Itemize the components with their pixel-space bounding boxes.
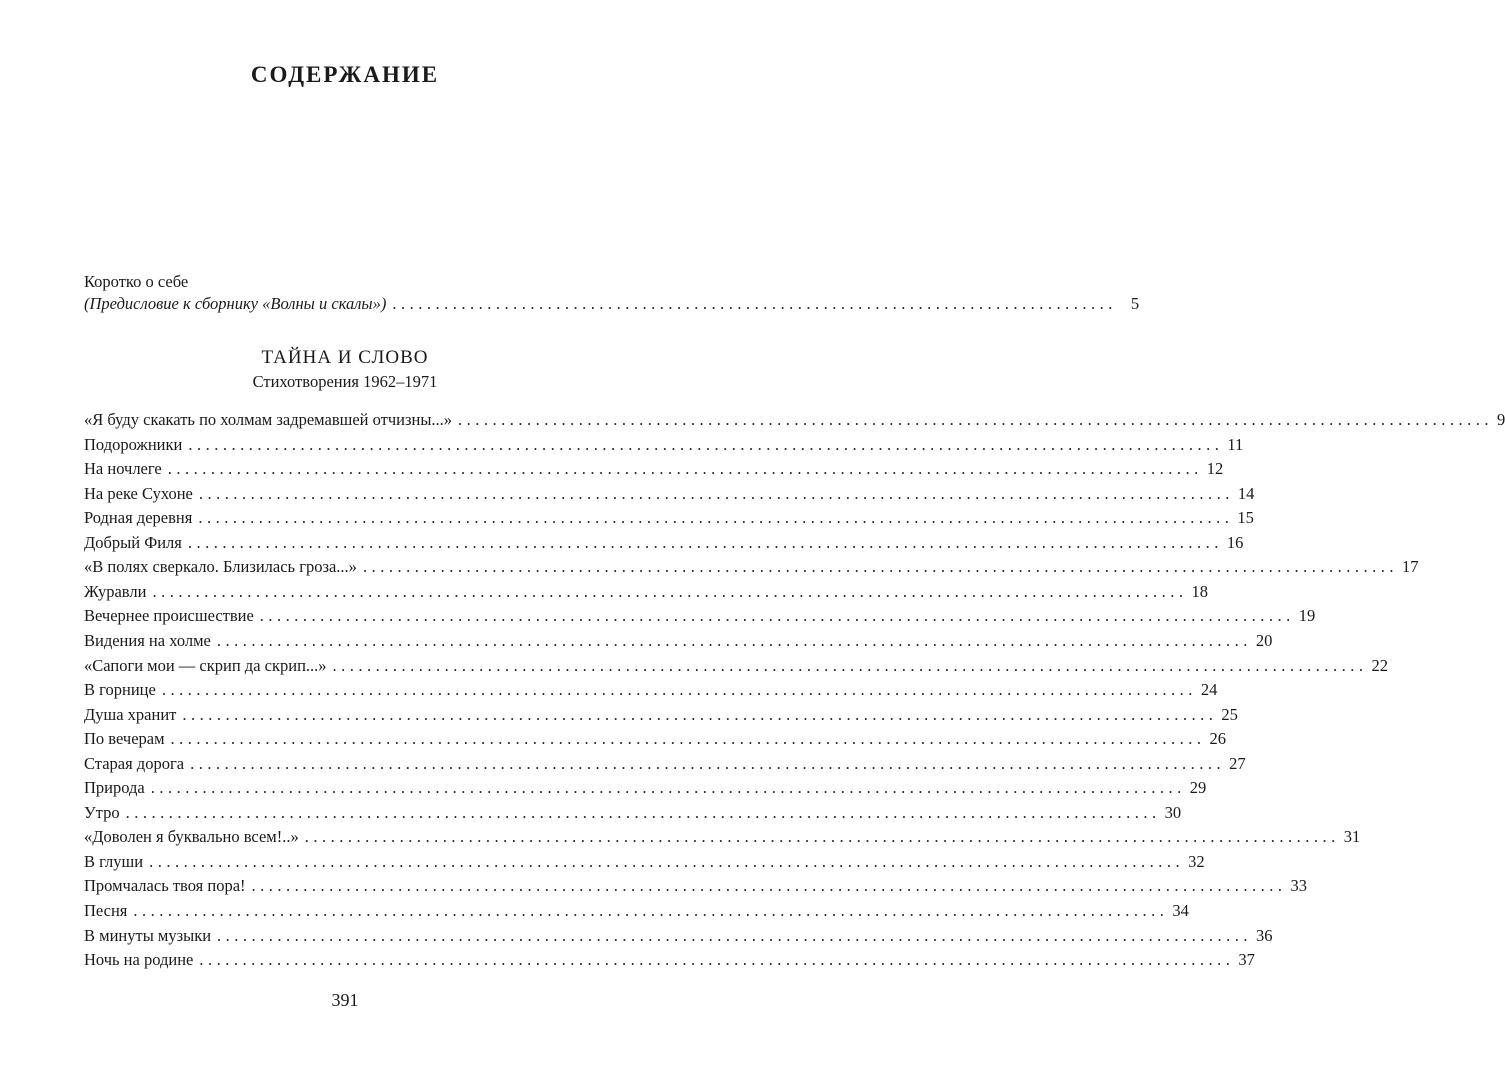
- page-number: 32: [1188, 851, 1205, 871]
- toc-entry[interactable]: [84, 580, 1208, 604]
- toc-entry[interactable]: [84, 776, 1207, 800]
- entry-title: В глуши: [84, 851, 144, 871]
- page-folio: 391: [331, 990, 359, 1010]
- leader-dots: ........................................................................................................................: [170, 729, 1206, 749]
- page-number: 20: [1255, 630, 1273, 650]
- leader-dots: ........................................................................................................................: [458, 410, 1494, 429]
- page-title: СОДЕРЖАНИЕ: [250, 62, 440, 87]
- entry-title: На реке Сухоне: [84, 483, 193, 503]
- leader-dots: ........................................................................................................................: [304, 827, 1340, 847]
- leader-dots: ........................................................................................................................: [150, 778, 1186, 798]
- page-number: 14: [1237, 483, 1255, 503]
- leader-dots: ........................................................................................................................: [190, 753, 1226, 773]
- entry-title: Старая дорога: [84, 753, 185, 773]
- entry-title: Вечернее происшествие: [84, 606, 254, 626]
- entry-title: Утро: [84, 802, 120, 822]
- page-number: 26: [1209, 729, 1227, 749]
- toc-entry[interactable]: [84, 654, 1389, 678]
- page-number: 37: [1238, 950, 1255, 970]
- toc-entry[interactable]: [84, 408, 1505, 432]
- entry-title: Добрый Филя: [84, 532, 182, 552]
- toc-entry[interactable]: [84, 482, 1255, 506]
- entry-title: «В полях сверкало. Близилась гроза...»: [84, 557, 357, 577]
- leader-dots: ........................................................................................................................: [125, 802, 1161, 822]
- leader-dots: ........................................................................................................................: [149, 851, 1185, 871]
- toc-entry[interactable]: [84, 924, 1273, 948]
- entry-title: Песня: [84, 901, 128, 920]
- entry-title: Душа хранит: [84, 704, 177, 724]
- leader-dots: ........................................................................................................................: [167, 459, 1203, 479]
- leader-dots: ........................................................................................................................: [152, 581, 1188, 601]
- page-number: 17: [1401, 557, 1419, 577]
- toc-entry[interactable]: [84, 457, 1224, 481]
- page-number: 16: [1226, 532, 1244, 552]
- toc-entry[interactable]: [84, 506, 1254, 530]
- leader-dots: ........................................................................................................................: [199, 950, 1235, 970]
- leader-dots: ........................................................................................................................: [182, 704, 1218, 724]
- preface-title: Коротко о себе: [84, 272, 189, 291]
- leader-dots: ....................................................................................: [392, 294, 1117, 313]
- page-number: 29: [1189, 778, 1207, 798]
- leader-dots: ........................................................................................................................: [187, 532, 1223, 552]
- preface-subtitle: (Предисловие к сборнику «Волны и скалы»): [84, 294, 387, 313]
- page-number: 12: [1206, 459, 1224, 479]
- entry-title: Промчалась твоя пора!: [84, 876, 246, 896]
- entry-title: Видения на холме: [84, 630, 211, 650]
- toc-entry[interactable]: [84, 727, 1227, 751]
- page-number: 25: [1221, 704, 1238, 724]
- toc-entry[interactable]: [84, 825, 1361, 849]
- preface-entry[interactable]: [84, 292, 1140, 316]
- page-number: 9: [1497, 410, 1505, 429]
- toc-entry[interactable]: [84, 629, 1273, 653]
- leader-dots: ........................................................................................................................: [259, 606, 1295, 626]
- entry-title: Журавли: [84, 581, 147, 601]
- page-number: 34: [1172, 901, 1189, 920]
- toc-entry[interactable]: [84, 899, 1189, 923]
- page-number: 18: [1191, 581, 1208, 601]
- leader-dots: ........................................................................................................................: [251, 876, 1287, 896]
- entry-title: Природа: [84, 778, 145, 798]
- page-number: 11: [1227, 434, 1244, 454]
- toc-entry[interactable]: [84, 752, 1246, 776]
- entry-title: На ночлеге: [84, 459, 162, 479]
- page-number: 33: [1290, 876, 1308, 896]
- entry-title: «Сапоги мои — скрип да скрип...»: [84, 655, 327, 675]
- leader-dots: ........................................................................................................................: [188, 434, 1224, 454]
- toc-entry[interactable]: [84, 850, 1205, 874]
- toc-entry[interactable]: [84, 678, 1218, 702]
- section-subtitle: Стихотворения 1962–1971: [252, 372, 438, 391]
- page-number: 19: [1298, 606, 1316, 626]
- page-number: 30: [1164, 802, 1182, 822]
- page-number: 27: [1229, 753, 1246, 773]
- leader-dots: ........................................................................................................................: [332, 655, 1368, 675]
- entry-title: Подорожники: [84, 434, 183, 454]
- leader-dots: ........................................................................................................................: [217, 925, 1253, 945]
- toc-entry[interactable]: [84, 604, 1316, 628]
- leader-dots: ........................................................................................................................: [198, 508, 1234, 528]
- page-number: 31: [1343, 827, 1361, 847]
- page-number: 36: [1256, 925, 1273, 945]
- toc-entry[interactable]: [84, 948, 1255, 972]
- entry-title: В горнице: [84, 680, 156, 700]
- entry-title: По вечерам: [84, 729, 165, 749]
- leader-dots: ........................................................................................................................: [362, 557, 1398, 577]
- entry-title: «Доволен я буквально всем!..»: [84, 827, 299, 847]
- entry-title: Ночь на родине: [84, 950, 194, 970]
- toc-entry[interactable]: [84, 703, 1238, 727]
- leader-dots: ........................................................................................................................: [198, 483, 1234, 503]
- entry-title: Родная деревня: [84, 508, 193, 528]
- toc-entry[interactable]: [84, 433, 1244, 457]
- page-number: 24: [1200, 680, 1218, 700]
- leader-dots: ........................................................................................................................: [133, 901, 1169, 920]
- toc-entry[interactable]: [84, 555, 1419, 579]
- toc-entry[interactable]: [84, 531, 1244, 555]
- page-number: 5: [1130, 294, 1140, 313]
- page-number: 22: [1371, 655, 1389, 675]
- entry-title: В минуты музыки: [84, 925, 212, 945]
- entry-title: «Я буду скакать по холмам задремавшей отчизны...»: [84, 410, 453, 429]
- leader-dots: ........................................................................................................................: [216, 630, 1252, 650]
- section-title: ТАЙНА И СЛОВО: [261, 347, 429, 368]
- leader-dots: ........................................................................................................................: [161, 680, 1197, 700]
- page-number: 15: [1237, 508, 1254, 528]
- toc-entry[interactable]: [84, 874, 1308, 898]
- toc-entry[interactable]: [84, 801, 1182, 825]
